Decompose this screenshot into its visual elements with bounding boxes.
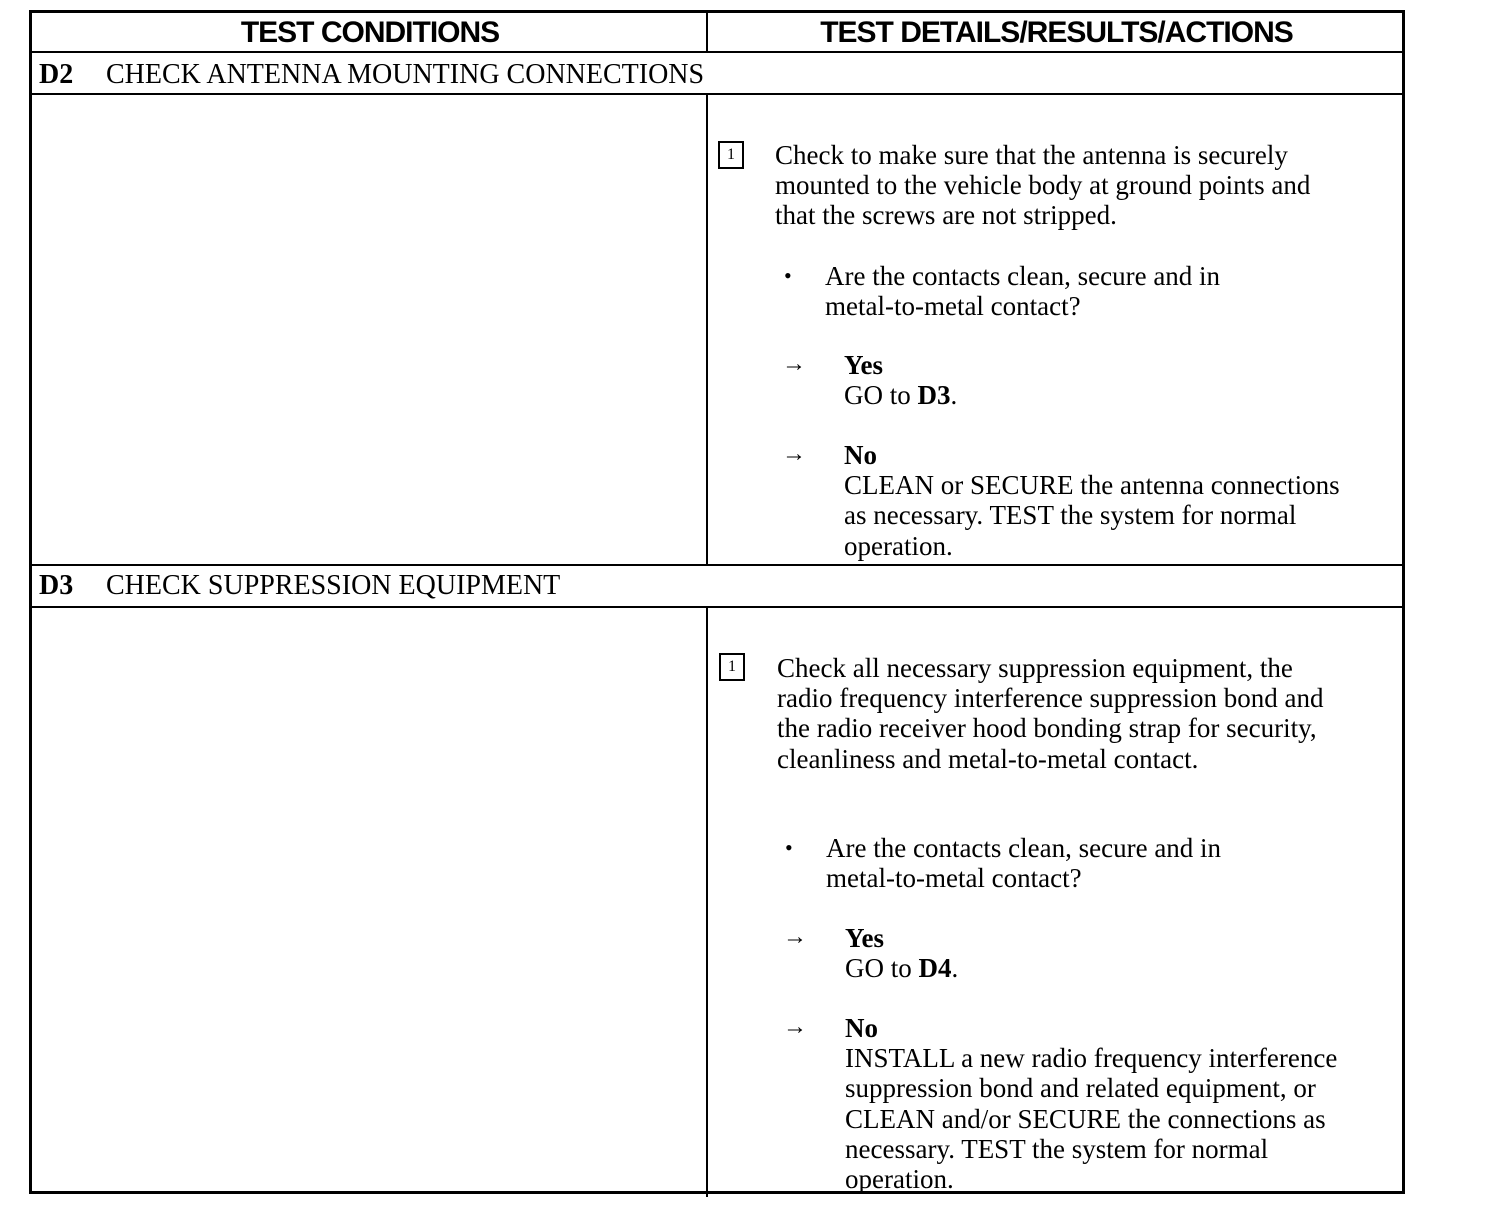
yes-label: Yes — [844, 350, 883, 380]
yes-result — [844, 350, 957, 410]
step-instruction — [775, 140, 1310, 231]
text-line: Are the contacts clean, secure and in — [826, 833, 1222, 863]
arrow-icon: → — [782, 351, 806, 377]
yes-target: D4 — [918, 953, 952, 984]
bullet-icon: • — [784, 263, 792, 288]
yes-label: Yes — [845, 923, 884, 953]
text-line: Check all necessary suppression equipment, the — [777, 653, 1293, 683]
text-line: as necessary. TEST the system for normal — [844, 500, 1297, 531]
section-id: D2 — [39, 59, 74, 90]
arrow-icon: → — [783, 1014, 807, 1040]
text-line: radio frequency interference suppression bond and — [777, 683, 1324, 714]
section-d2-header — [32, 55, 1402, 95]
text-line: CLEAN or SECURE the antenna connections — [844, 470, 1340, 501]
period: . — [951, 953, 959, 984]
no-result — [845, 1013, 1337, 1194]
yes-prefix: GO to — [845, 953, 912, 984]
divider — [32, 606, 1402, 608]
text-line: suppression bond and related equipment, or — [845, 1073, 1316, 1104]
column-divider — [706, 95, 708, 565]
period: . — [950, 380, 958, 411]
text-line: CLEAN and/or SECURE the connections as — [845, 1103, 1326, 1134]
question-text — [825, 261, 1220, 321]
yes-prefix: GO to — [844, 380, 911, 411]
yes-result — [845, 923, 958, 983]
text-line: INSTALL a new radio frequency interference — [845, 1043, 1338, 1074]
step-instruction — [777, 653, 1324, 774]
step-number-box: 1 — [719, 653, 745, 681]
column-divider — [706, 608, 708, 1197]
text-line: Check to make sure that the antenna is securely — [775, 140, 1288, 170]
text-line: cleanliness and metal-to-metal contact. — [777, 743, 1199, 774]
arrow-icon: → — [783, 924, 807, 950]
column-divider — [706, 13, 708, 53]
no-label: No — [844, 440, 877, 470]
divider — [32, 51, 1402, 53]
text-line: operation. — [844, 530, 953, 561]
arrow-icon: → — [782, 441, 806, 467]
section-title: CHECK SUPPRESSION EQUIPMENT — [106, 570, 561, 601]
no-label: No — [845, 1013, 878, 1043]
bullet-icon: • — [785, 835, 793, 860]
step-number-box: 1 — [718, 141, 744, 169]
header-test-details: TEST DETAILS/RESULTS/ACTIONS — [820, 16, 1293, 49]
section-d3-header — [32, 566, 1402, 606]
text-line: metal-to-metal contact? — [825, 291, 1081, 322]
header-test-conditions: TEST CONDITIONS — [240, 16, 500, 49]
no-result — [844, 440, 1340, 561]
section-title: CHECK ANTENNA MOUNTING CONNECTIONS — [106, 59, 705, 90]
text-line: operation. — [845, 1164, 954, 1195]
diagnostic-table — [29, 10, 1405, 1194]
text-line: Are the contacts clean, secure and in — [825, 261, 1221, 291]
text-line: that the screws are not stripped. — [775, 200, 1117, 231]
yes-target: D3 — [917, 380, 951, 411]
section-id: D3 — [39, 570, 74, 601]
text-line: necessary. TEST the system for normal — [845, 1133, 1269, 1164]
text-line: metal-to-metal contact? — [826, 863, 1082, 894]
text-line: mounted to the vehicle body at ground points and — [775, 170, 1311, 201]
text-line: the radio receiver hood bonding strap for security, — [777, 713, 1317, 744]
question-text — [826, 833, 1221, 893]
